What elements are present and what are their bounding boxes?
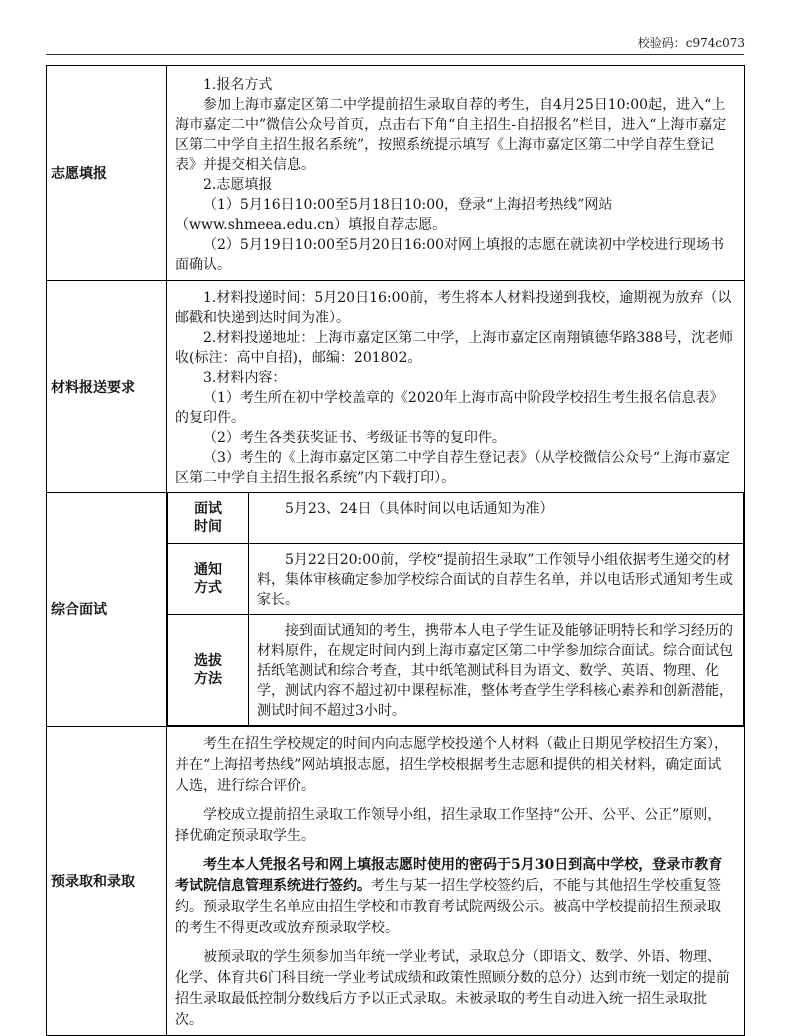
- interview-notify-label: [168, 543, 249, 614]
- interview-row-time: [168, 493, 744, 543]
- row-zhiyuan: [47, 66, 745, 281]
- yuluqu-p2: 学校成立提前招生录取工作领导小组，招生录取工作坚持“公开、公平、公正”原则，择优确定预录取学生。: [175, 806, 722, 844]
- row-cailiao: [47, 281, 745, 493]
- label-yuluqu: 预录取和录取: [47, 726, 167, 1035]
- cailiao-line: 2.材料投递地址：上海市嘉定区第二中学，上海市嘉定区南翔镇德华路388号，沈老师收(标注：高中自招)，邮编：201802。: [175, 330, 734, 366]
- cailiao-line: 1.材料投递时间：5月20日16:00前，考生将本人材料投递到我校，逾期视为放弃（以邮戳和快递到达时间为准）。: [175, 290, 732, 326]
- yuluqu-p4: 被预录取的学生须参加当年统一学业考试，录取总分（即语文、数学、外语、物理、化学、体育共6门科目统一学业考试成绩和政策性照顾分数的总分）达到市统一划定的提前招生录取最低控制分数线后方予以正式录取。未被录取的考生自动进入统一招生录取批次。: [175, 948, 730, 1028]
- interview-time-text: [249, 493, 744, 543]
- sublabel-text: 面试 时间: [194, 500, 222, 535]
- interview-time-label: [168, 493, 249, 543]
- label-zhiyuan: 志愿填报: [47, 66, 167, 281]
- yuluqu-p3-bold: 考生本人凭报名号和网上填报志愿时使用的密码于5月30日到高中学校，登录市教育考试院信息管理系统进行签约。: [175, 856, 723, 894]
- content-zhiyuan: [167, 66, 745, 281]
- zhiyuan-line: 1.报名方式: [203, 77, 273, 93]
- interview-method-label: [168, 614, 249, 725]
- zhiyuan-line: （2）5月19日10:00至5月20日16:00对网上填报的志愿在就读初中学校进行现场书面确认。: [175, 237, 725, 273]
- zhiyuan-line: （1）5月16日10:00至5月18日10:00，登录“上海招考热线”网站（www.shmeea.edu.cn）填报自荐志愿。: [175, 197, 613, 233]
- interview-notify-text: [249, 543, 744, 614]
- zhiyuan-line: 参加上海市嘉定区第二中学提前招生录取自荐的考生，自4月25日10:00起，进入“上海市嘉定二中”微信公众号首页，点击右下角“自主招生-自招报名”栏目，进入“上海市嘉定区第二中学自主招生报名系统”，按照系统提示填写《上海市嘉定区第二中学自荐生登记表》并提交相关信息。: [175, 97, 727, 173]
- cailiao-line: （3）考生的《上海市嘉定区第二中学自荐生登记表》（从学校微信公众号“上海市嘉定区第二中学自主招生报名系统”内下载打印）。: [175, 450, 731, 486]
- row-zonghe: [47, 493, 745, 727]
- zhiyuan-line: 2.志愿填报: [203, 177, 273, 193]
- sublabel-text: 选拔 方法: [194, 652, 222, 687]
- admission-table: [46, 65, 745, 1036]
- content-yuluqu: [167, 726, 745, 1035]
- cailiao-line: 3.材料内容：: [203, 370, 287, 386]
- label-zonghe: 综合面试: [47, 493, 167, 727]
- subtext: 接到面试通知的考生，携带本人电子学生证及能够证明特长和学习经历的材料原件，在规定时间内到上海市嘉定区第二中学参加综合面试。综合面试包括纸笔测试和综合考查，其中纸笔测试科目为语文、数学、英语、物理、化学，测试内容不超过初中课程标准，整体考查学生学科核心素养和创新潜能，测试时间不超过3小时。: [257, 622, 733, 719]
- yuluqu-p1: 考生在招生学校规定的时间内向志愿学校投递个人材料（截止日期见学校招生方案），并在“上海招考热线”网站填报志愿，招生学校根据考生志愿和提供的相关材料，确定面试人选，进行综合评价。: [175, 735, 728, 794]
- content-cailiao: [167, 281, 745, 493]
- sublabel-text: 通知 方式: [194, 561, 222, 596]
- cailiao-line: （2）考生各类获奖证书、考级证书等的复印件。: [203, 430, 506, 446]
- yuluqu-p3-rest: 考生与某一招生学校签约后，不能与其他招生学校重复签约。预录取学生名单应由招生学校和市教育考试院两级公示。被高中学校提前招生预录取的考生不得更改或放弃预录取学校。: [175, 877, 721, 936]
- row-yuluqu: [47, 726, 745, 1035]
- yuluqu-p3: [175, 855, 734, 939]
- interview-row-method: [168, 614, 744, 725]
- content-zonghe: [167, 493, 745, 727]
- verify-code: 校验码：c974c073: [637, 36, 745, 50]
- interview-row-notify: [168, 543, 744, 614]
- interview-method-text: [249, 614, 744, 725]
- label-cailiao: 材料报送要求: [47, 281, 167, 493]
- header-divider: [46, 54, 744, 55]
- subtext: 5月23、24日（具体时间以电话通知为准）: [285, 501, 554, 517]
- cailiao-line: （1）考生所在初中学校盖章的《2020年上海市高中阶段学校招生考生报名信息表》的复印件。: [175, 390, 724, 426]
- interview-subtable: [167, 493, 744, 726]
- subtext: 5月22日20:00前，学校“提前招生录取”工作领导小组依据考生递交的材料，集体审核确定参加学校综合面试的自荐生名单，并以电话形式通知考生或家长。: [257, 551, 733, 608]
